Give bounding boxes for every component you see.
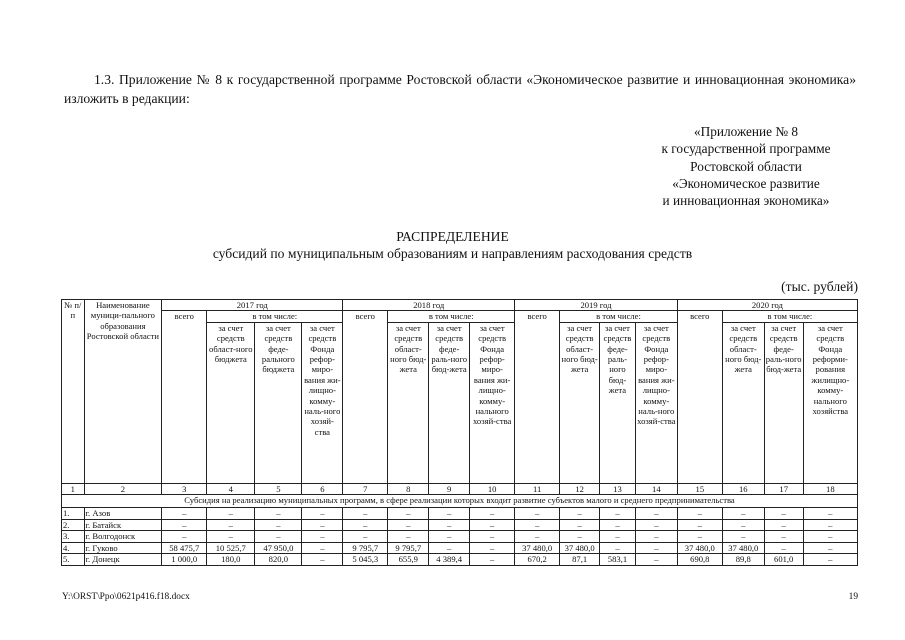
header-row-total <box>62 311 858 322</box>
row-number: 2. <box>62 519 85 531</box>
row-number: 4. <box>62 542 85 554</box>
municipality-name: г. Волгодонск <box>84 531 162 543</box>
value-cell: – <box>764 519 803 531</box>
section-heading: Субсидия на реализацию муниципальных программ, в сфере реализации которых входит развитие субъектов малого и среднего предпринимательства <box>62 495 858 508</box>
header-source: за счет средств област-ного бюд-жета <box>722 322 764 483</box>
value-cell: – <box>803 519 857 531</box>
value-cell: 47 950,0 <box>255 542 302 554</box>
value-cell: – <box>470 531 515 543</box>
annex-line: «Экономическое развитие <box>672 175 820 191</box>
header-including: в том числе: <box>722 311 857 322</box>
value-cell: 9 795,7 <box>343 542 388 554</box>
header-source: за счет средств феде-рального бюджета <box>255 322 302 483</box>
value-cell: – <box>302 519 343 531</box>
table-row <box>62 519 858 531</box>
value-cell: 58 475,7 <box>162 542 207 554</box>
value-cell: 37 480,0 <box>722 542 764 554</box>
value-cell: 583,1 <box>600 554 636 566</box>
units-label: (тыс. рублей) <box>781 279 858 294</box>
value-cell: 9 795,7 <box>388 542 429 554</box>
value-cell: – <box>470 554 515 566</box>
column-number: 18 <box>803 483 857 494</box>
header-source: за счет средств Фонда рефор-миро-вания жи-лищно-комму-наль-ного хозяй-ства <box>635 322 677 483</box>
column-number: 11 <box>515 483 560 494</box>
footer-page-number: 19 <box>848 592 858 602</box>
footer-file-path: Y:\ORST\Ppo\0621p416.f18.docx <box>62 592 190 602</box>
column-number: 7 <box>343 483 388 494</box>
header-name: Наименование муници-пального образования Ростовской области <box>84 300 162 484</box>
value-cell: – <box>803 554 857 566</box>
header-source: за счет средств Фонда рефор-миро-вания жи-лищно-комму-нального хозяй-ства <box>470 322 515 483</box>
value-cell: 820,0 <box>255 554 302 566</box>
value-cell: 180,0 <box>207 554 255 566</box>
header-source: за счет средств феде-раль-ного бюд-жета <box>429 322 470 483</box>
header-total: всего <box>677 311 722 483</box>
value-cell: – <box>302 508 343 520</box>
column-number: 15 <box>677 483 722 494</box>
column-number-row <box>62 483 858 494</box>
value-cell: – <box>764 542 803 554</box>
value-cell: – <box>722 531 764 543</box>
data-body <box>62 508 858 566</box>
value-cell: – <box>600 542 636 554</box>
document-title: РАСПРЕДЕЛЕНИЕ <box>396 229 509 244</box>
value-cell: – <box>515 508 560 520</box>
value-cell: – <box>343 519 388 531</box>
value-cell: – <box>635 531 677 543</box>
municipality-name: г. Азов <box>84 508 162 520</box>
annex-line: Ростовской области <box>690 158 802 174</box>
value-cell: – <box>600 508 636 520</box>
value-cell: – <box>343 531 388 543</box>
column-number: 4 <box>207 483 255 494</box>
value-cell: 655,9 <box>388 554 429 566</box>
header-source: за счет средств феде-раль-ного бюд-жета <box>600 322 636 483</box>
value-cell: – <box>162 508 207 520</box>
value-cell: 37 480,0 <box>515 542 560 554</box>
value-cell: – <box>600 531 636 543</box>
value-cell: – <box>560 519 600 531</box>
header-source: за счет средств Фонда реформи-рования жилищно-комму-нального хозяйства <box>803 322 857 483</box>
value-cell: – <box>429 508 470 520</box>
value-cell: – <box>803 542 857 554</box>
value-cell: – <box>600 519 636 531</box>
column-number: 14 <box>635 483 677 494</box>
column-number: 1 <box>62 483 85 494</box>
row-number: 3. <box>62 531 85 543</box>
value-cell: 87,1 <box>560 554 600 566</box>
table-row <box>62 542 858 554</box>
header-year: 2017 год <box>162 300 343 311</box>
value-cell: – <box>302 531 343 543</box>
value-cell: 670,2 <box>515 554 560 566</box>
column-number: 17 <box>764 483 803 494</box>
header-total: всего <box>162 311 207 483</box>
row-number: 5. <box>62 554 85 566</box>
value-cell: – <box>677 519 722 531</box>
value-cell: – <box>515 531 560 543</box>
column-number: 13 <box>600 483 636 494</box>
value-cell: – <box>560 531 600 543</box>
value-cell: – <box>255 519 302 531</box>
value-cell: – <box>162 531 207 543</box>
header-year: 2020 год <box>677 300 857 311</box>
value-cell: – <box>388 531 429 543</box>
value-cell: – <box>677 531 722 543</box>
header-source: за счет средств област-ного бюд-жета <box>388 322 429 483</box>
header-including: в том числе: <box>560 311 678 322</box>
column-number: 16 <box>722 483 764 494</box>
value-cell: 1 000,0 <box>162 554 207 566</box>
value-cell: – <box>207 508 255 520</box>
column-number: 8 <box>388 483 429 494</box>
value-cell: – <box>635 508 677 520</box>
distribution-table <box>61 299 858 566</box>
value-cell: – <box>470 542 515 554</box>
column-number: 12 <box>560 483 600 494</box>
annex-line: «Приложение № 8 <box>694 124 798 139</box>
column-number: 6 <box>302 483 343 494</box>
value-cell: – <box>429 542 470 554</box>
value-cell: – <box>429 519 470 531</box>
row-number: 1. <box>62 508 85 520</box>
value-cell: – <box>515 519 560 531</box>
value-cell: – <box>764 508 803 520</box>
value-cell: – <box>302 542 343 554</box>
table-row <box>62 554 858 566</box>
value-cell: – <box>388 508 429 520</box>
value-cell: 10 525,7 <box>207 542 255 554</box>
column-number: 2 <box>84 483 162 494</box>
table-row <box>62 531 858 543</box>
value-cell: – <box>255 508 302 520</box>
header-including: в том числе: <box>388 311 515 322</box>
section-row <box>62 495 858 508</box>
municipality-name: г. Донецк <box>84 554 162 566</box>
value-cell: – <box>207 519 255 531</box>
municipality-name: г. Гуково <box>84 542 162 554</box>
value-cell: – <box>470 508 515 520</box>
header-source: за счет средств област-ного бюджета <box>207 322 255 483</box>
value-cell: – <box>162 519 207 531</box>
value-cell: – <box>635 542 677 554</box>
column-number: 3 <box>162 483 207 494</box>
intro-paragraph: 1.3. Приложение № 8 к государственной программе Ростовской области «Экономическое развитие и инновационная экономика» изложить в редакции: <box>64 72 856 106</box>
value-cell: – <box>635 519 677 531</box>
value-cell: – <box>722 519 764 531</box>
value-cell: – <box>635 554 677 566</box>
header-year: 2019 год <box>515 300 678 311</box>
municipality-name: г. Батайск <box>84 519 162 531</box>
header-source: за счет средств Фонда рефор-миро-вания жи-лищно-комму-наль-ного хозяй-ства <box>302 322 343 483</box>
value-cell: 5 045,3 <box>343 554 388 566</box>
value-cell: – <box>388 519 429 531</box>
value-cell: – <box>677 508 722 520</box>
value-cell: – <box>803 508 857 520</box>
value-cell: – <box>764 531 803 543</box>
header-total: всего <box>515 311 560 483</box>
value-cell: – <box>343 508 388 520</box>
value-cell: – <box>255 531 302 543</box>
value-cell: 89,8 <box>722 554 764 566</box>
column-number: 5 <box>255 483 302 494</box>
value-cell: – <box>429 531 470 543</box>
value-cell: – <box>470 519 515 531</box>
value-cell: 37 480,0 <box>560 542 600 554</box>
document-subtitle: субсидий по муниципальным образованиям и направлениям расходования средств <box>212 246 693 261</box>
value-cell: – <box>803 531 857 543</box>
value-cell: – <box>560 508 600 520</box>
value-cell: 37 480,0 <box>677 542 722 554</box>
header-year: 2018 год <box>343 300 515 311</box>
value-cell: – <box>207 531 255 543</box>
annex-line: и инновационная экономика» <box>662 193 830 209</box>
value-cell: 4 389,4 <box>429 554 470 566</box>
value-cell: – <box>302 554 343 566</box>
table-row <box>62 508 858 520</box>
header-total: всего <box>343 311 388 483</box>
value-cell: – <box>722 508 764 520</box>
column-number: 10 <box>470 483 515 494</box>
annex-header <box>640 123 852 209</box>
column-number: 9 <box>429 483 470 494</box>
value-cell: 601,0 <box>764 554 803 566</box>
header-including: в том числе: <box>207 311 343 322</box>
header-source: за счет средств феде-раль-ного бюд-жета <box>764 322 803 483</box>
header-num: № п/п <box>62 300 85 484</box>
header-row-years <box>62 300 858 311</box>
header-source: за счет средств област-ного бюд-жета <box>560 322 600 483</box>
annex-line: к государственной программе <box>661 141 831 157</box>
value-cell: 690,8 <box>677 554 722 566</box>
